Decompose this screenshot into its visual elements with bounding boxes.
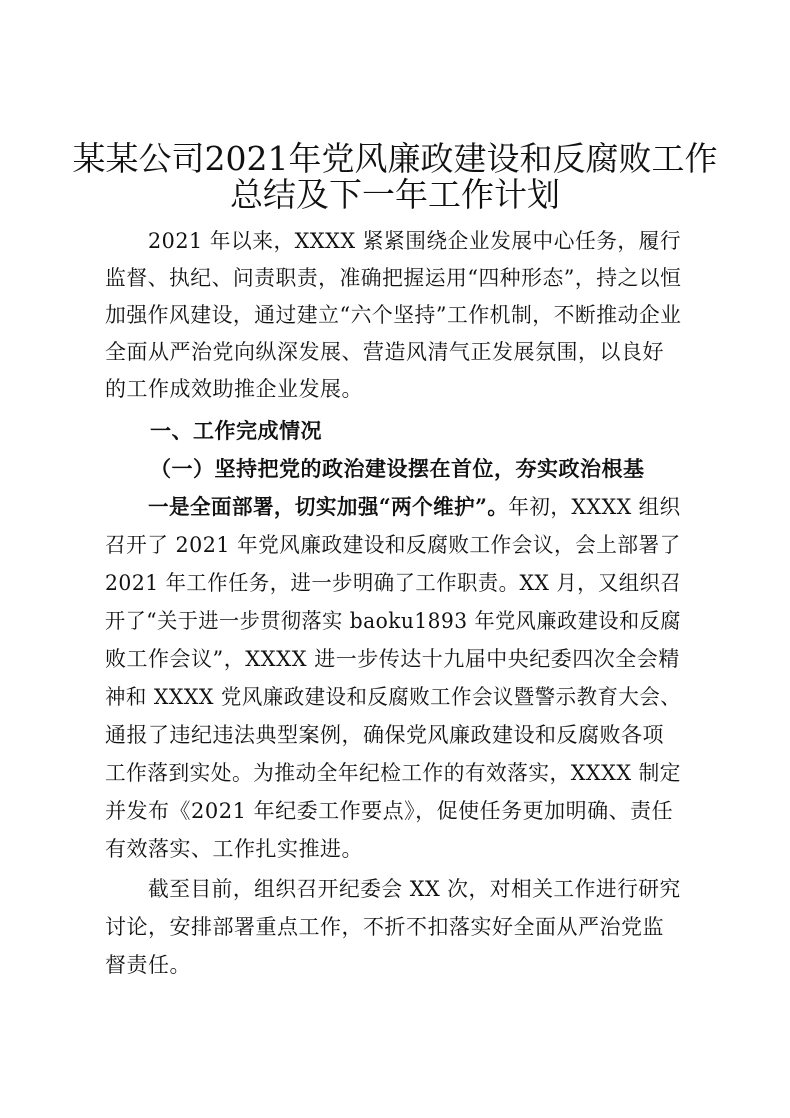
para1-line-7: 通报了违纪违法典型案例，确保党风廉政建设和反腐败各项 (105, 723, 664, 747)
para1-line-10: 有效落实、工作扎实推进。 (105, 837, 363, 861)
para1-line-2: 召开了 2021 年党风廉政建设和反腐败工作会议，会上部署了 (105, 533, 681, 557)
para2-line-1: 截至目前，组织召开纪委会 XX 次，对相关工作进行研究 (148, 877, 681, 901)
para1-line-9: 并发布《2021 年纪委工作要点》，促使任务更加明确、责任 (105, 799, 674, 823)
para2-line-3: 督责任。 (105, 953, 191, 977)
para1-line-4: 开了“关于进一步贯彻落实 baoku1893 年党风廉政建设和反腐 (105, 609, 681, 633)
intro-line-4: 全面从严治党向纵深发展、营造风清气正发展氛围，以良好 (105, 340, 664, 364)
para1-lead-rest: 年初，XXXX 组织 (508, 495, 681, 519)
para2-line-2: 讨论，安排部署重点工作，不折不扣落实好全面从严治党监 (105, 915, 664, 939)
document-title-line-2: 总结及下一年工作计划 (230, 175, 560, 214)
document-title-line-1: 某某公司2021年党风廉政建设和反腐败工作 (72, 139, 718, 178)
intro-line-5: 的工作成效助推企业发展。 (105, 377, 363, 401)
para1-lead-bold: 一是全面部署，切实加强“两个维护”。 (148, 494, 509, 519)
intro-line-1: 2021 年以来，XXXX 紧紧围绕企业发展中心任务，履行 (148, 229, 682, 253)
subsection-heading: （一）坚持把党的政治建设摆在首位，夯实政治根基 (150, 456, 645, 481)
para1-first-line (148, 494, 681, 520)
para1-line-8: 工作落到实处。为推动全年纪检工作的有效落实，XXXX 制定 (105, 761, 681, 785)
para1-line-3: 2021 年工作任务，进一步明确了工作职责。XX 月，又组织召 (105, 571, 682, 595)
section-heading: 一、工作完成情况 (150, 418, 322, 443)
para1-line-5: 败工作会议”，XXXX 进一步传达十九届中央纪委四次全会精 (105, 647, 680, 671)
intro-line-3: 加强作风建设，通过建立“六个坚持”工作机制，不断推动企业 (105, 303, 682, 327)
intro-line-2: 监督、执纪、问责职责，准确把握运用“四种形态”，持之以恒 (105, 266, 682, 290)
para1-line-6: 神和 XXXX 党风廉政建设和反腐败工作会议暨警示教育大会、 (105, 685, 682, 709)
